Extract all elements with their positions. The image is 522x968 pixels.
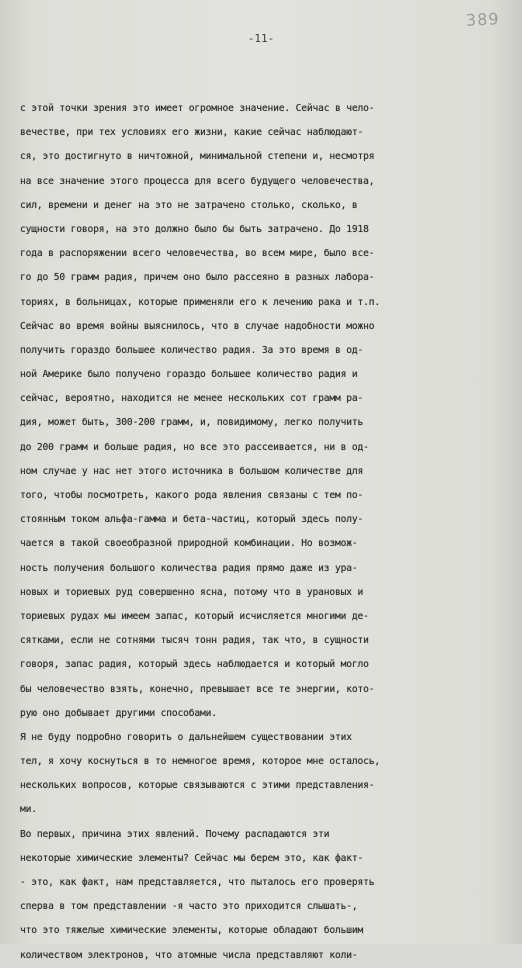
text-line: сятками, если не сотнями тысяч тонн радия, так что, в сущности [20,635,369,647]
page-number: -11- [247,32,275,45]
text-line: до 200 грамм и больше радия, но все это рассеивается, ни в од- [20,441,369,453]
text-line: тел, я хочу коснуться в то немногое время, которое мне осталось, [20,756,381,768]
text-line: года в распоряжении всего человечества, во всем мире, было все- [20,248,375,260]
text-line: некоторые химические элементы? Сейчас мы берем это, как факт- [20,852,364,864]
text-line: бы человечество взять, конечно, превышает все те энергии, кото- [20,683,375,695]
text-line: стоянным током альфа-гамма и бета-частиц, который здесь полу- [20,514,364,526]
text-line: с этой точки зрения это имеет огромное значение. Сейчас в чело- [20,103,375,114]
text-line: дия, может быть, 300-200 грамм, и, повидимому, легко получить [20,417,364,429]
document-body [20,97,510,968]
text-line: ном случае у нас нет этого источника в большом количестве для [20,465,364,477]
text-line: Я не буду подробно говорить о дальнейшем существовании этих [20,731,352,743]
text-line: - это, как факт, нам представляется, что пыталось его проверять [20,877,375,888]
text-line: ми. [20,804,37,816]
text-line: Во первых, причина этих явлений. Почему распадаются эти [20,828,330,840]
text-line: ториях, в больницах, которые применяли его к лечению рака и т.п. [20,296,381,308]
text-line: сейчас, вероятно, находится не менее нескольких сот грамм ра- [20,393,364,405]
text-line: вечестве, при тех условиях его жизни, какие сейчас наблюдают- [20,127,364,139]
text-line: ной Америке было получено гораздо большее количество радия и [20,369,358,381]
text-line: сил, времени и денег на это не затрачено столько, сколько, в [20,199,358,211]
text-line: на все значение этого процесса для всего будущего человечества, [20,175,375,187]
text-line: новых и ториевых руд совершенно ясна, потому что в урановых и [20,586,364,598]
text-line: ся, это достигнуто в ничтожной, минимальной степени и, несмотря [20,151,375,163]
text-line: получить гораздо большее количество радия. За это время в од- [20,344,364,356]
text-line: количеством электронов, что атомные числа представляют коли- [20,949,358,961]
text-line: сперва в том представлении -я часто это приходится слышать-, [20,901,358,913]
text-line: рую оно добывает другими способами. [20,707,217,719]
text-line: говоря, запас радия, который здесь наблюдается и который могло [20,659,369,671]
text-line: что это тяжелые химические элементы, которые обладают большим [20,925,364,937]
text-line: чается в такой своеобразной природной комбинации. Но возмож- [20,538,358,550]
text-line: Сейчас во время войны выяснилось, что в случае надобности можно [20,320,375,332]
text-line: того, чтобы посмотреть, какого рода явления связаны с тем по- [20,490,364,501]
text-line: ториевых рудах мы имеем запас, который исчисляется многими де- [20,610,369,622]
folio-number: 389 [465,9,501,30]
text-line: нескольких вопросов, которые связываются с этими представления- [20,780,375,792]
text-line: ность получения большого количества радия прямо даже из ура- [20,562,358,574]
text-line: сущности говоря, на это должно было бы быть затрачено. До 1918 [20,223,369,235]
text-line: го до 50 грамм радия, причем оно было рассеяно в разных лабора- [20,272,375,284]
